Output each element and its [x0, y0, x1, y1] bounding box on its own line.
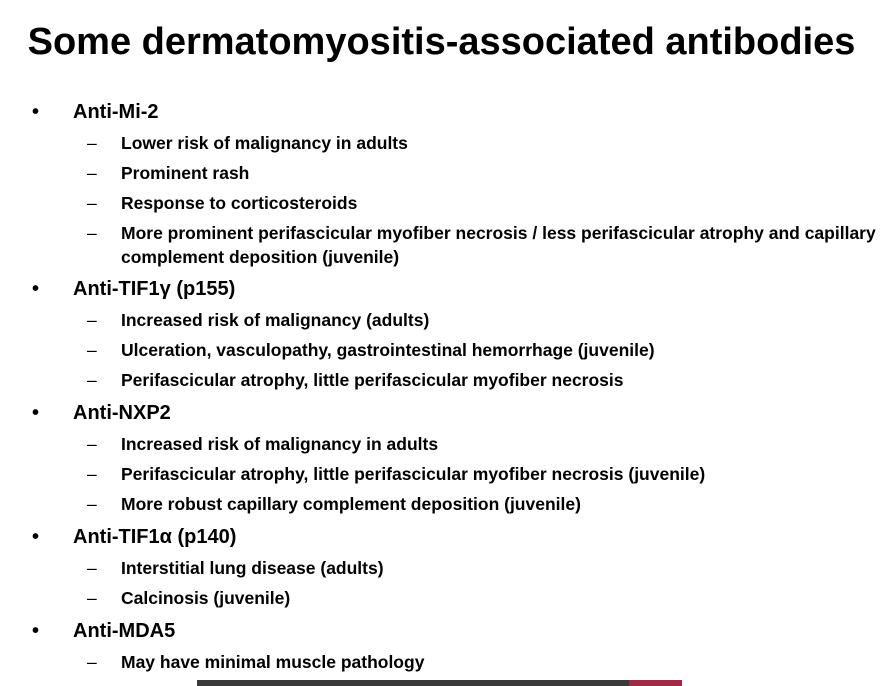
bullet-item-anti-mi-2: [0, 96, 883, 269]
slide-title: Some dermatomyositis-associated antibodies: [27, 21, 856, 63]
dash-glyph: –: [87, 133, 97, 153]
sub-item-text-continued: complement deposition (juvenile): [121, 247, 400, 267]
sub-item: [0, 489, 883, 519]
sub-item: [0, 365, 883, 395]
sub-list: [0, 128, 883, 269]
sub-item-text: Calcinosis (juvenile): [121, 588, 291, 608]
bullet-label: Anti-NXP2: [73, 402, 171, 424]
bullet-glyph: •: [32, 278, 40, 300]
sub-item-text: Lower risk of malignancy in adults: [121, 133, 408, 153]
sub-item-text: More prominent perifascicular myofiber necrosis / less perifascicular atrophy and capillary: [121, 223, 876, 243]
dash-glyph: –: [87, 340, 97, 360]
sub-item-text: Response to corticosteroids: [121, 193, 358, 213]
sub-list: [0, 429, 883, 519]
bullet-label: Anti-TIF1α (p140): [73, 526, 237, 548]
sub-item: [0, 459, 883, 489]
sub-list: [0, 553, 883, 613]
dash-glyph: –: [87, 558, 97, 578]
dash-glyph: –: [87, 193, 97, 213]
dash-glyph: –: [87, 163, 97, 183]
bullet-glyph: •: [32, 526, 40, 548]
sub-item: [0, 158, 883, 188]
sub-item-text: Increased risk of malignancy in adults: [121, 434, 439, 454]
bullet-label: Anti-MDA5: [73, 620, 176, 642]
bullet-item-anti-tif1-gamma: [0, 273, 883, 395]
dash-glyph: –: [87, 223, 97, 243]
bullet-item-anti-nxp2: [0, 397, 883, 519]
sub-item: [0, 305, 883, 335]
bullet-item-anti-mda5: [0, 615, 883, 677]
bottom-accent-bar: [629, 680, 682, 686]
sub-item-text: Perifascicular atrophy, little perifascicular myofiber necrosis (juvenile): [121, 464, 706, 484]
bullet-glyph: •: [32, 101, 40, 123]
dash-glyph: –: [87, 464, 97, 484]
sub-item: [0, 583, 883, 613]
sub-item-text: May have minimal muscle pathology: [121, 652, 425, 672]
sub-item: [0, 553, 883, 583]
bullet-list: [0, 96, 883, 677]
sub-item: [0, 128, 883, 158]
sub-item-text: Interstitial lung disease (adults): [121, 558, 384, 578]
sub-item: [0, 647, 883, 677]
dash-glyph: –: [87, 310, 97, 330]
bullet-glyph: •: [32, 620, 40, 642]
sub-item-text: Ulceration, vasculopathy, gastrointestinal hemorrhage (juvenile): [121, 340, 655, 360]
sub-item: [0, 335, 883, 365]
sub-item-text: Prominent rash: [121, 163, 250, 183]
dash-glyph: –: [87, 494, 97, 514]
bullet-label: Anti-TIF1γ (p155): [73, 278, 236, 300]
sub-item-text: Increased risk of malignancy (adults): [121, 310, 430, 330]
dash-glyph: –: [87, 370, 97, 390]
sub-item: [0, 188, 883, 218]
dash-glyph: –: [87, 588, 97, 608]
sub-item: [0, 218, 883, 269]
bullet-glyph: •: [32, 402, 40, 424]
bottom-toolbar-bar: [197, 680, 629, 686]
sub-list: [0, 647, 883, 677]
sub-item-text: More robust capillary complement deposition (juvenile): [121, 494, 581, 514]
sub-item: [0, 429, 883, 459]
sub-item-text: Perifascicular atrophy, little perifascicular myofiber necrosis: [121, 370, 624, 390]
dash-glyph: –: [87, 434, 97, 454]
bullet-item-anti-tif1-alpha: [0, 521, 883, 613]
sub-list: [0, 305, 883, 395]
bullet-label: Anti-Mi-2: [73, 101, 159, 123]
dash-glyph: –: [87, 652, 97, 672]
